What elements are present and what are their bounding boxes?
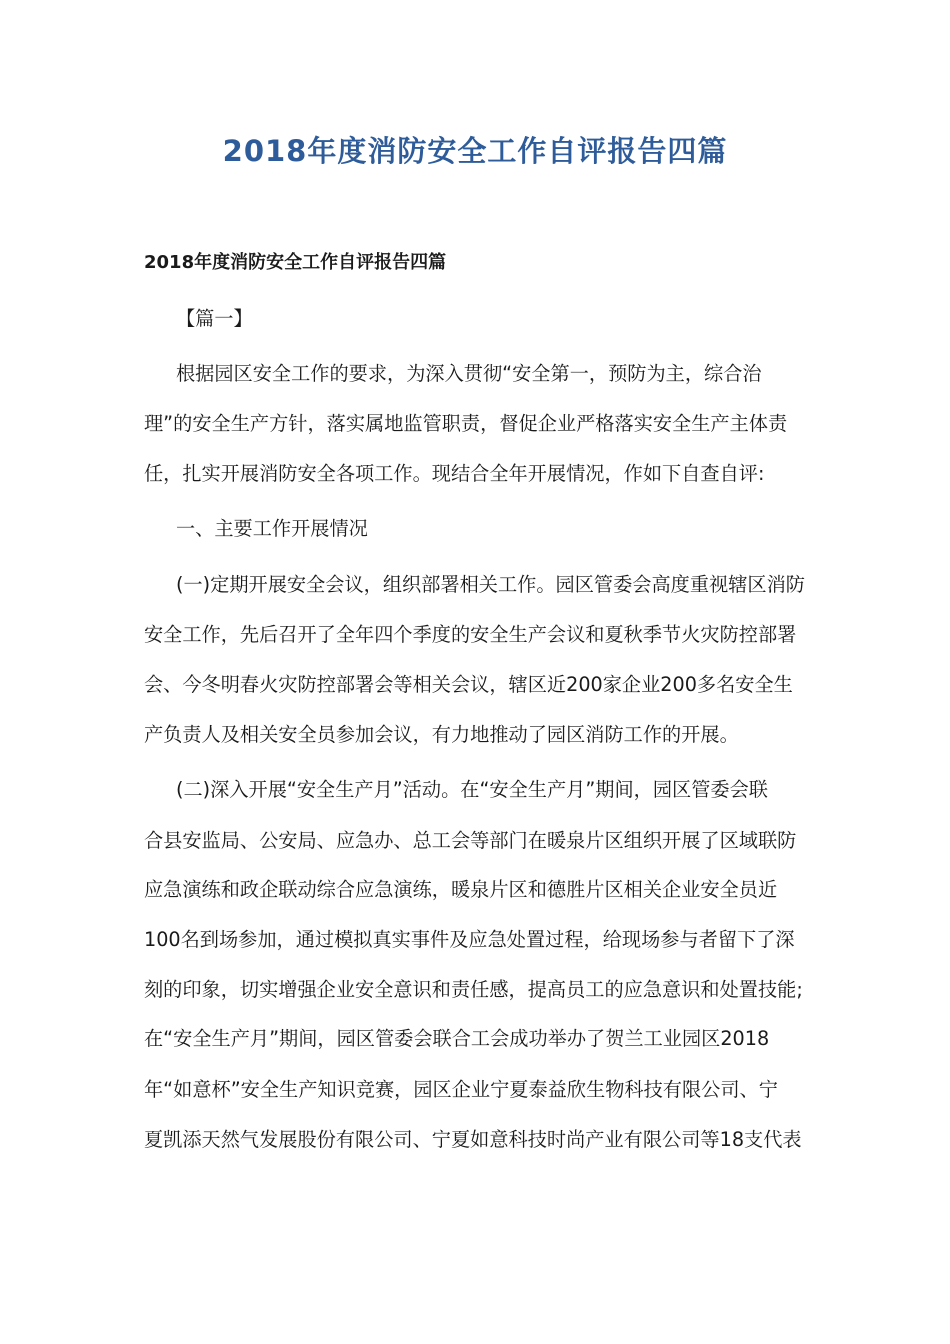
paragraph-line: 应急演练和政企联动综合应急演练，暖泉片区和德胜片区相关企业安全员近	[144, 878, 778, 901]
paragraph-line: 年“如意杯”安全生产知识竞赛，园区企业宁夏泰益欣生物科技有限公司、宁	[144, 1078, 778, 1101]
paragraph-line: 根据园区安全工作的要求，为深入贯彻“安全第一，预防为主，综合治	[176, 362, 762, 385]
paragraph-line: 产负责人及相关安全员参加会议，有力地推动了园区消防工作的开展。	[144, 723, 739, 746]
paragraph-line: 安全工作，先后召开了全年四个季度的安全生产会议和夏秋季节火灾防控部署	[144, 623, 797, 646]
document-title: 2018年度消防安全工作自评报告四篇	[222, 134, 728, 168]
paragraph-line: (一)定期开展安全会议，组织部署相关工作。园区管委会高度重视辖区消防	[176, 573, 805, 596]
paragraph-line: 合县安监局、公安局、应急办、总工会等部门在暖泉片区组织开展了区域联防	[144, 829, 797, 852]
section-label: 【篇一】	[176, 307, 253, 330]
paragraph-line: 理”的安全生产方针，落实属地监管职责，督促企业严格落实安全生产主体责	[144, 412, 788, 435]
section-heading: 一、主要工作开展情况	[176, 517, 368, 540]
paragraph-line: 刻的印象，切实增强企业安全意识和责任感，提高员工的应急意识和处置技能;	[144, 978, 803, 1001]
paragraph-line: 100名到场参加，通过模拟真实事件及应急处置过程，给现场参与者留下了深	[144, 928, 795, 951]
document-subtitle: 2018年度消防安全工作自评报告四篇	[144, 252, 447, 273]
paragraph-line: 任，扎实开展消防安全各项工作。现结合全年开展情况，作如下自查自评:	[144, 462, 765, 485]
paragraph-line: 夏凯添天然气发展股份有限公司、宁夏如意科技时尚产业有限公司等18支代表	[144, 1128, 802, 1151]
paragraph-line: 在“安全生产月”期间，园区管委会联合工会成功举办了贺兰工业园区2018	[144, 1027, 770, 1050]
paragraph-line: (二)深入开展“安全生产月”活动。在“安全生产月”期间，园区管委会联	[176, 778, 768, 801]
paragraph-line: 会、今冬明春火灾防控部署会等相关会议，辖区近200家企业200多名安全生	[144, 673, 793, 696]
